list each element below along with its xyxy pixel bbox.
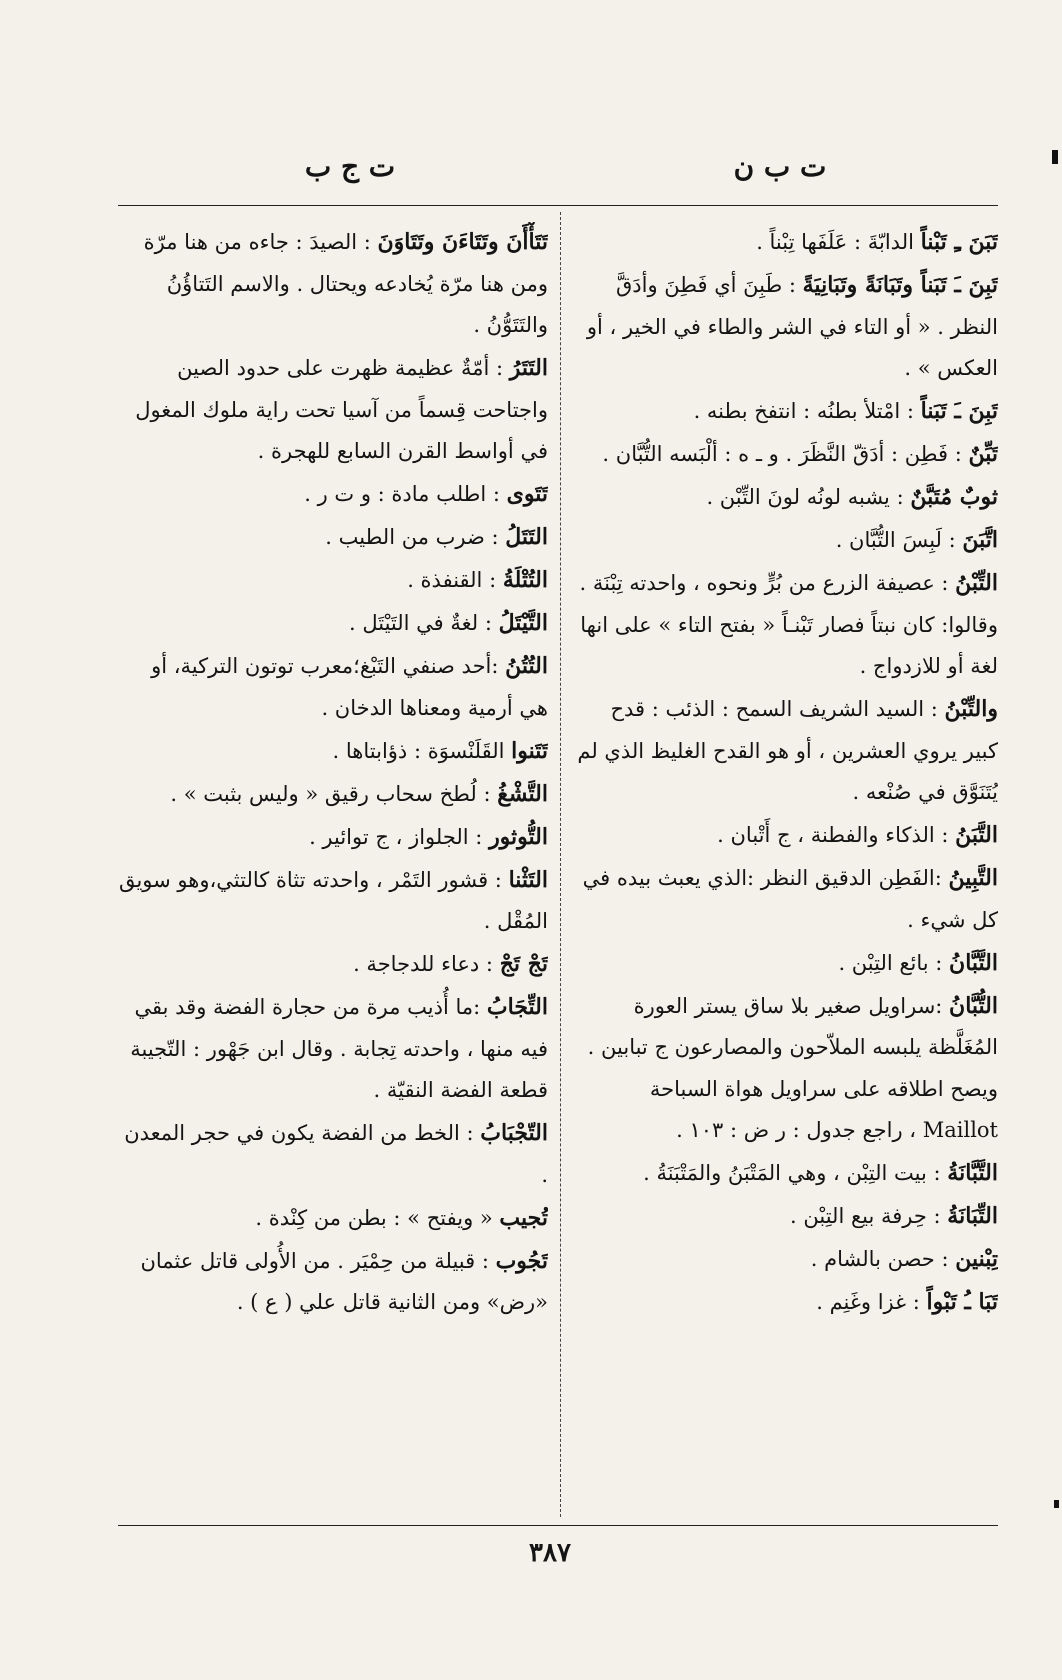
dictionary-entry — [572, 434, 998, 476]
column-divider — [560, 212, 561, 1517]
entry-definition: : عصيفة الزرع من بُرٍّ ونحوه ، واحدته تِبْنَة . وقالوا: كان نبتاً فصار تَبْنـاً « بفتح التاء » على انها لغة أو للازدواج . — [579, 571, 998, 678]
entry-headword: التَتَلُ — [505, 524, 548, 550]
entry-definition: : الذكاء والفطنة ، ج أَتْبان . — [717, 823, 956, 847]
entry-definition: :ما أُذيب مرة من حجارة الفضة وقد بقي فيه منها ، واحدته تِجابة . وقال ابن جَهْور : التّجيبة قطعة الفضة النقيّة . — [130, 995, 548, 1102]
dictionary-entry — [572, 265, 998, 390]
bottom-rule — [118, 1525, 998, 1526]
dictionary-entry — [572, 391, 998, 433]
dictionary-entry — [572, 689, 998, 814]
entry-headword: اتَّبَنَ — [962, 527, 998, 553]
entry-headword: تَتَنوا — [511, 737, 548, 764]
left-column — [118, 222, 548, 1517]
entry-headword: التَتَرُ — [509, 355, 548, 381]
entry-headword: ثوبٌ مُتَبَّنٌ — [910, 484, 998, 510]
entry-definition: : حِرفة بيع التِبْن . — [790, 1204, 948, 1228]
entry-headword: تَبِنَ ـَ تَبَناً وتَبَانَةً وتَبَانِيَةً — [802, 272, 998, 298]
entry-headword: التَّبَّانُ — [949, 949, 998, 976]
entry-headword: التُّوثور — [489, 823, 548, 850]
entry-definition: « ويفتح » : بطن من كِنْدة . — [255, 1205, 500, 1230]
dictionary-entry — [118, 348, 548, 473]
dictionary-entry — [572, 858, 998, 941]
entry-headword: تَبِنَ ـَ تَبَناً — [920, 398, 998, 424]
entry-headword: التِّبَانَةُ — [947, 1203, 998, 1229]
entry-headword: تَتَأْأَنَ وتَتَاءَنَ وتَتَاوَنَ — [377, 229, 548, 255]
entry-headword: التُتُنُ — [505, 653, 548, 679]
entry-definition: : حصن بالشام . — [810, 1247, 956, 1271]
right-column — [572, 222, 998, 1517]
dictionary-entry — [118, 517, 548, 559]
dictionary-entry — [572, 986, 998, 1152]
entry-headword: التَّبَنُ — [955, 822, 998, 848]
entry-headword: تَجْ تَجْ — [499, 951, 548, 977]
dictionary-entry — [118, 1198, 548, 1240]
entry-definition: : غزا وغَنِم . — [816, 1290, 927, 1314]
dictionary-entry — [118, 774, 548, 816]
entry-definition: : قبيلة من حِمْيَر . من الأُولى قاتل عثمان «رض» ومن الثانية قاتل علي ( ع ) . — [140, 1248, 548, 1314]
entry-definition: : لُطخ سحاب رقيق « وليس بثبت » . — [170, 781, 498, 806]
dictionary-entry — [118, 646, 548, 729]
scan-edge-mark-bottom — [1054, 1500, 1059, 1508]
dictionary-entry — [118, 860, 548, 943]
entry-definition: : اطلب مادة : و ت ر . — [304, 482, 507, 506]
entry-definition: :سراويل صغير بلا ساق يستر العورة المُغَلَّظة يلبسه الملاّحون والمصارعون ج تبابين . ويصح اطلاقه على سراويل هواة السباحة Maillot ، راجع جدول : ر ض : ١٠٣ . — [587, 993, 998, 1142]
dictionary-entry — [118, 1113, 548, 1196]
entry-definition: : لغةٌ في التَيْتَل . — [348, 611, 499, 635]
dictionary-entry — [118, 222, 548, 347]
entry-definition: : يشبه لونُه لونَ التِّبْن . — [706, 485, 911, 509]
entry-definition: : امْتلأ بطنُه : انتفخ بطنه . — [693, 399, 921, 423]
dictionary-entry — [572, 222, 998, 264]
dictionary-entry — [572, 520, 998, 562]
entry-headword: تَبَا ـُ تَبْواً — [926, 1289, 998, 1315]
top-rule — [118, 205, 998, 206]
entry-headword: التُّبَّانُ — [949, 992, 998, 1019]
entry-definition: :الفَطِن الدقيق النظر :الذي يعبث بيده في كل شيء . — [582, 866, 998, 932]
header-right-root-letters: ت ب ن — [733, 150, 827, 183]
dictionary-entry — [118, 1241, 548, 1324]
entry-definition: : السيد الشريف السمح : الذئب : قدح كبير يروي العشرين ، أو هو القدح الغليظ الذي لم يُتَنَوَّق في صُنْعه . — [577, 697, 998, 804]
scan-edge-mark — [1052, 150, 1058, 164]
entry-definition: الدابّةَ : عَلَفَها تِبْناً . — [756, 230, 921, 254]
entry-definition: : فَطِن : أدَقّ النَّظَرَ . و ـ ه : ألْبَسه التُّبَّان . — [602, 442, 969, 466]
dictionary-entry — [572, 1196, 998, 1238]
entry-headword: تَتَوى — [506, 481, 548, 507]
entry-headword: التّجْبَابُ — [480, 1120, 548, 1146]
dictionary-entry — [118, 944, 548, 986]
entry-headword: التِّجَابُ — [486, 994, 548, 1020]
page-number: ٣٨٧ — [529, 1538, 571, 1568]
dictionary-entry — [572, 1239, 998, 1281]
entry-definition: : أمّةٌ عظيمة ظهرت على حدود الصين واجتاحت قِسماً من آسيا تحت راية ملوك المغول في أواسط القرن السابع للهجرة . — [135, 356, 548, 463]
dictionary-entry — [118, 474, 548, 516]
entry-definition: القَلَنْسوَة : ذؤابتاها . — [332, 738, 512, 763]
dictionary-entry — [572, 943, 998, 985]
entry-headword: التَّبِينُ — [948, 865, 998, 891]
dictionary-entry — [118, 731, 548, 773]
entry-definition: : طَبِنَ أي فَطِنَ وأدَقَّ النظر . « أو التاء في الشر والطاء في الخير ، أو العكس » . — [586, 273, 998, 380]
dictionary-entry — [572, 1153, 998, 1195]
entry-headword: التُتْلَةُ — [502, 567, 548, 593]
entry-headword: تَجُوب — [495, 1247, 548, 1274]
dictionary-entry — [572, 815, 998, 857]
entry-definition: : الصيدَ : جاءه من هنا مرّة ومن هنا مرّة يُخادعه ويحتال . والاسم التَتاؤُنُ والتَتَوُّنُ . — [143, 230, 548, 337]
entry-definition: : لَبِسَ التُّبَّان . — [835, 528, 963, 552]
dictionary-entry — [118, 560, 548, 602]
entry-definition: : بيت التِبْن ، وهي المَتْبَنُ والمَتْبَنَةُ . — [643, 1161, 948, 1185]
entry-headword: التَّيْتَلُ — [498, 610, 548, 636]
entry-headword: تَبَنَ ـِ تَبْناً — [920, 229, 998, 255]
dictionary-entry — [572, 563, 998, 688]
dictionary-entry — [118, 603, 548, 645]
entry-definition: :أحد صنفي التَبْغ؛معرب توتون التركية، أو هي أرمية ومعناها الدخان . — [151, 654, 548, 720]
header-left-root-letters: ت ج ب — [304, 150, 396, 183]
dictionary-entry — [118, 817, 548, 859]
entry-headword: تُجيب — [499, 1204, 548, 1231]
dictionary-entry — [572, 1282, 998, 1324]
entry-headword: تِبْنين — [955, 1246, 998, 1272]
entry-definition: : بائع التِبْن . — [838, 950, 950, 975]
entry-headword: التَّشْغُ — [497, 780, 548, 807]
entry-headword: تَبِّنٌ — [968, 441, 998, 467]
entry-definition: : ضرب من الطيب . — [325, 525, 506, 549]
dictionary-entry — [572, 477, 998, 519]
entry-headword: والتِّبْنُ — [944, 696, 998, 722]
entry-definition: : الخط من الفضة يكون في حجر المعدن . — [124, 1121, 548, 1187]
entry-headword: التَثْنا — [508, 866, 548, 893]
dictionary-entry — [118, 987, 548, 1112]
entry-definition: : القنفذة . — [407, 568, 503, 592]
entry-headword: التَّبَّانَةُ — [947, 1160, 998, 1186]
entry-definition: : قشور التَمْر ، واحدته تثاة كالتثي،وهو سويق المُقْل . — [118, 867, 548, 933]
entry-definition: : الجلواز ، ج توائير . — [309, 824, 490, 849]
entry-definition: : دعاء للدجاجة . — [353, 952, 500, 976]
entry-headword: التِّبْنُ — [955, 570, 998, 596]
